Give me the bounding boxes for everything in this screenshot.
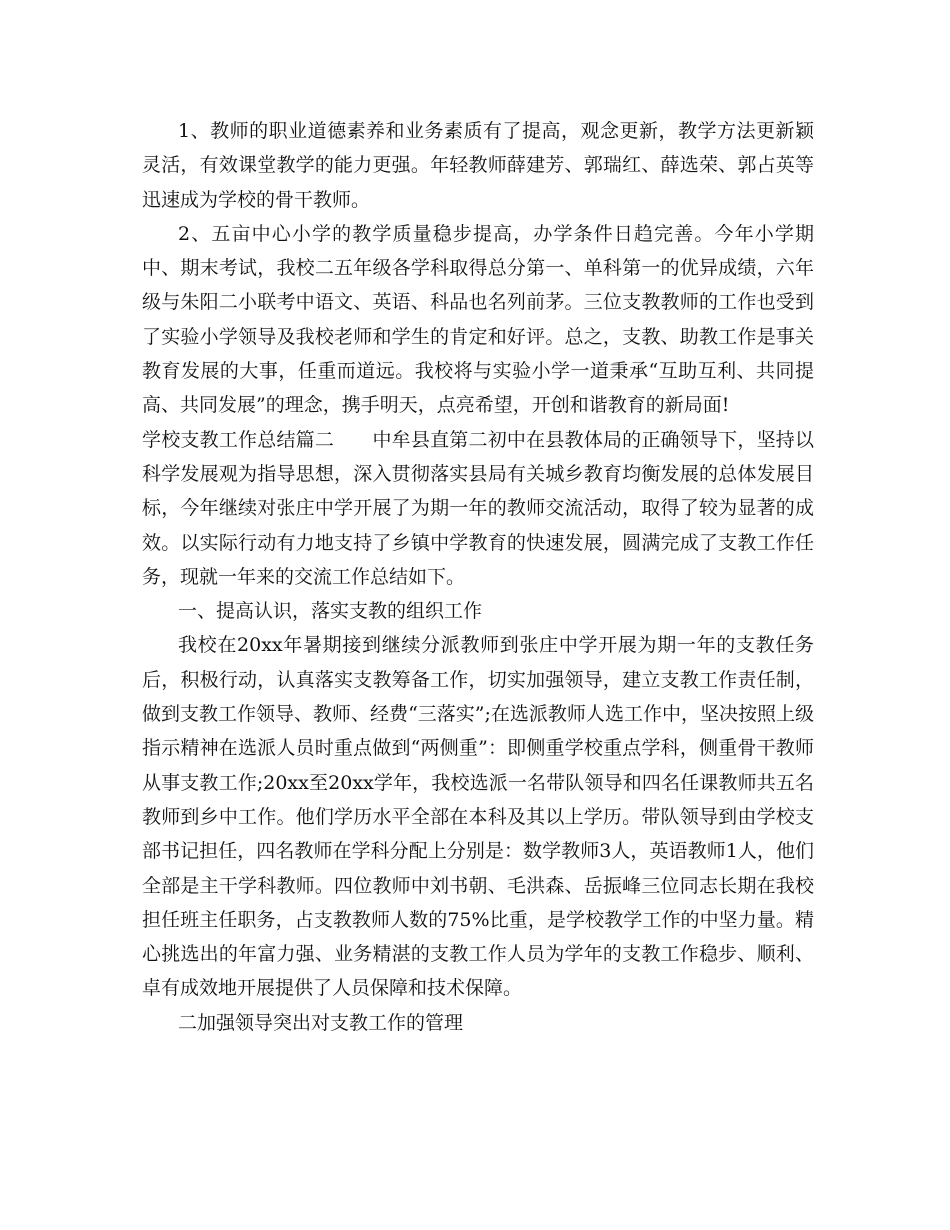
paragraph-teaching-results: 2、五亩中心小学的教学质量稳步提高，办学条件日趋完善。今年小学期中、期末考试，我校二五年级各学科取得总分第一、单科第一的优异成绩，六年级与朱阳二小联考中语文、英语、科品也名列前茅。三位支教教师的工作也受到了实验小学领导及我校老师和学生的肯定和好评。总之，支教、助教工作是事关教育发展的大事，任重而道远。我校将与实验小学一道秉承“互助互利、共同提高、共同发展”的理念，携手明天，点亮希望，开创和谐教育的新局面! [142,222,814,417]
section-heading-two: 二加强领导突出对支教工作的管理 [178,1011,464,1034]
paragraph-teacher-quality: 1、教师的职业道德素养和业务素质有了提高，观念更新，教学方法更新颖灵活，有效课堂教学的能力更强。年轻教师薛建芳、郭瑞红、薛选荣、郭占英等迅速成为学校的骨干教师。 [142,120,814,211]
paragraph-organization-work: 我校在20xx年暑期接到继续分派教师到张庄中学开展为期一年的支教任务后，积极行动，认真落实支教筹备工作，切实加强领导，建立支教工作责任制，做到支教工作领导、教师、经费“三落实”;在选派教师人选工作中，坚决按照上级指示精神在选派人员时重点做到“两侧重”：即侧重学校重点学科，侧重骨干教师从事支教工作;20xx至20xx学年，我校选派一名带队领导和四名任课教师共五名教师到乡中工作。他们学历水平全部在本科及其以上学历。带队领导到由学校支部书记担任，四名教师在学科分配上分别是：数学教师3人，英语教师1人，他们全部是主干学科教师。四位教师中刘书朝、毛洪森、岳振峰三位同志长期在我校担任班主任职务，占支教教师人数的75%比重，是学校教学工作的中坚力量。精心挑选出的年富力强、业务精湛的支教工作人员为学年的支教工作稳步、顺利、卓有成效地开展提供了人员保障和技术保障。 [142,634,814,1000]
document-body [142,114,814,1040]
paragraph-summary-part-two: 学校支教工作总结篇二 中牟县直第二初中在县教体局的正确领导下，坚持以科学发展观为指导思想，深入贯彻落实县局有关城乡教育均衡发展的总体发展目标，今年继续对张庄中学开展了为期一年的教师交流活动，取得了较为显著的成效。以实际行动有力地支持了乡镇中学教育的快速发展，圆满完成了支教工作任务，现就一年来的交流工作总结如下。 [142,428,814,588]
section-heading-one: 一、提高认识，落实支教的组织工作 [178,600,483,623]
